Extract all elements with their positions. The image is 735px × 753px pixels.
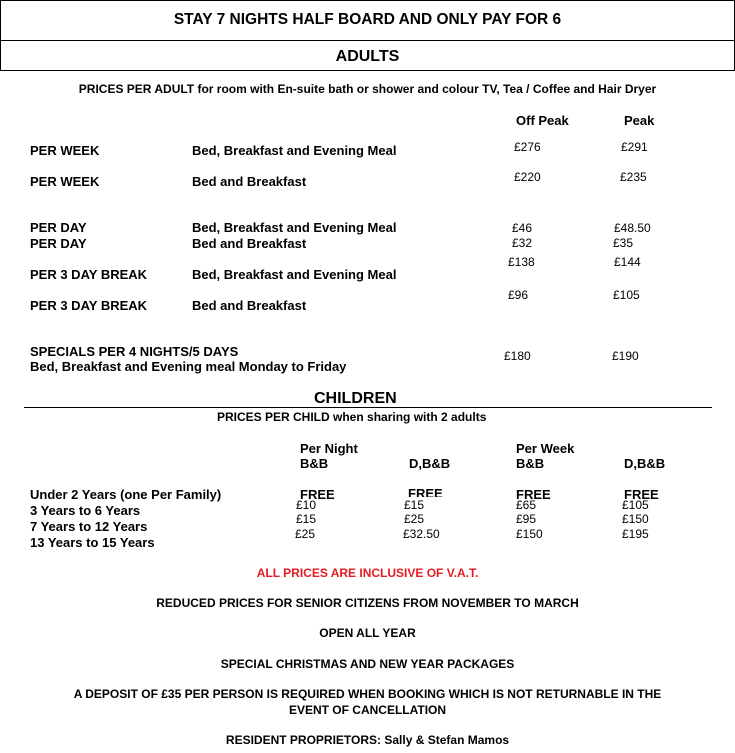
row-board: Bed and Breakfast — [192, 174, 307, 189]
row-board: Bed, Breakfast and Evening Meal — [192, 143, 397, 158]
row-board: Bed and Breakfast — [192, 298, 307, 313]
row-board: Bed, Breakfast and Evening Meal — [192, 267, 397, 282]
adults-heading: ADULTS — [335, 48, 400, 65]
child-age: 3 Years to 6 Years — [30, 503, 141, 518]
child-age: Under 2 Years (one Per Family) — [30, 487, 222, 502]
row-off-peak: £32 — [512, 236, 533, 250]
top-border — [0, 0, 735, 1]
col-week-bb: B&B — [516, 456, 545, 471]
row-peak: £105 — [613, 288, 640, 302]
row-period: PER DAY — [30, 236, 87, 251]
row-off-peak: £96 — [508, 288, 529, 302]
child-week-bb: FREE — [516, 487, 551, 502]
row-board: Bed, Breakfast and Evening Meal — [192, 220, 397, 235]
open-notice: OPEN ALL YEAR — [319, 626, 416, 640]
row-off-peak: £276 — [514, 140, 541, 154]
row-period: PER WEEK — [30, 143, 100, 158]
child-age: 13 Years to 15 Years — [30, 535, 155, 550]
vat-notice: ALL PRICES ARE INCLUSIVE OF V.A.T. — [256, 566, 479, 580]
child-night-bb: £10 — [296, 498, 317, 512]
col-week-dbb: D,B&B — [624, 456, 666, 471]
child-night-dbb: FREE — [408, 486, 443, 497]
row-peak: £48.50 — [614, 221, 651, 235]
page-title: STAY 7 NIGHTS HALF BOARD AND ONLY PAY FOR 6 — [173, 11, 562, 28]
adults-divider — [0, 70, 735, 71]
row-off-peak: £220 — [514, 170, 541, 184]
row-period: PER DAY — [30, 220, 87, 235]
row-period: PER 3 DAY BREAK — [30, 298, 148, 313]
adults-subtitle: PRICES PER ADULT for room with En-suite bath or shower and colour TV, Tea / Coffee and Hair Dryer — [78, 82, 657, 96]
proprietors: RESIDENT PROPRIETORS: Sally & Stefan Mamos — [225, 733, 510, 747]
row-peak: £235 — [620, 170, 647, 184]
child-week-dbb: £150 — [622, 512, 649, 526]
col-per-week: Per Week — [516, 441, 575, 456]
child-age: 7 Years to 12 Years — [30, 519, 148, 534]
col-per-night: Per Night — [300, 441, 358, 456]
christmas-notice: SPECIAL CHRISTMAS AND NEW YEAR PACKAGES — [220, 657, 515, 671]
col-peak: Peak — [624, 113, 655, 128]
title-divider — [0, 40, 735, 41]
child-night-bb: FREE — [300, 487, 335, 502]
child-week-dbb: £105 — [622, 498, 649, 512]
col-night-dbb: D,B&B — [409, 456, 451, 471]
row-peak: £291 — [621, 140, 648, 154]
child-week-bb: £150 — [516, 527, 543, 541]
row-period: PER 3 DAY BREAK — [30, 267, 148, 282]
children-heading: CHILDREN — [314, 390, 397, 407]
senior-notice: REDUCED PRICES FOR SENIOR CITIZENS FROM NOVEMBER TO MARCH — [156, 596, 579, 610]
col-off-peak: Off Peak — [516, 113, 569, 128]
child-night-dbb: £25 — [404, 512, 425, 526]
row-peak: £35 — [613, 236, 634, 250]
child-week-bb: £95 — [516, 512, 537, 526]
child-night-dbb: £32.50 — [403, 527, 440, 541]
deposit-notice-line1: A DEPOSIT OF £35 PER PERSON IS REQUIRED WHEN BOOKING WHICH IS NOT RETURNABLE IN THE — [73, 687, 662, 701]
deposit-notice-line2: EVENT OF CANCELLATION — [288, 703, 447, 717]
child-week-dbb: £195 — [622, 527, 649, 539]
row-board: Bed and Breakfast — [192, 236, 307, 251]
row-period: PER WEEK — [30, 174, 100, 189]
child-week-bb: £65 — [516, 498, 537, 512]
row-off-peak: £138 — [508, 255, 535, 269]
col-night-bb: B&B — [300, 456, 329, 471]
specials-title: SPECIALS PER 4 NIGHTS/5 DAYS — [30, 344, 239, 359]
child-night-dbb: £15 — [404, 498, 425, 512]
specials-off-peak: £180 — [504, 349, 531, 363]
child-night-bb: £25 — [295, 527, 316, 541]
child-night-bb: £15 — [296, 512, 317, 526]
children-subtitle: PRICES PER CHILD when sharing with 2 adults — [217, 410, 487, 424]
specials-peak: £190 — [612, 349, 639, 363]
child-week-dbb: FREE — [624, 487, 659, 502]
row-off-peak: £46 — [512, 221, 533, 235]
row-peak: £144 — [614, 255, 641, 269]
specials-subtitle: Bed, Breakfast and Evening meal Monday to Friday — [30, 359, 347, 374]
